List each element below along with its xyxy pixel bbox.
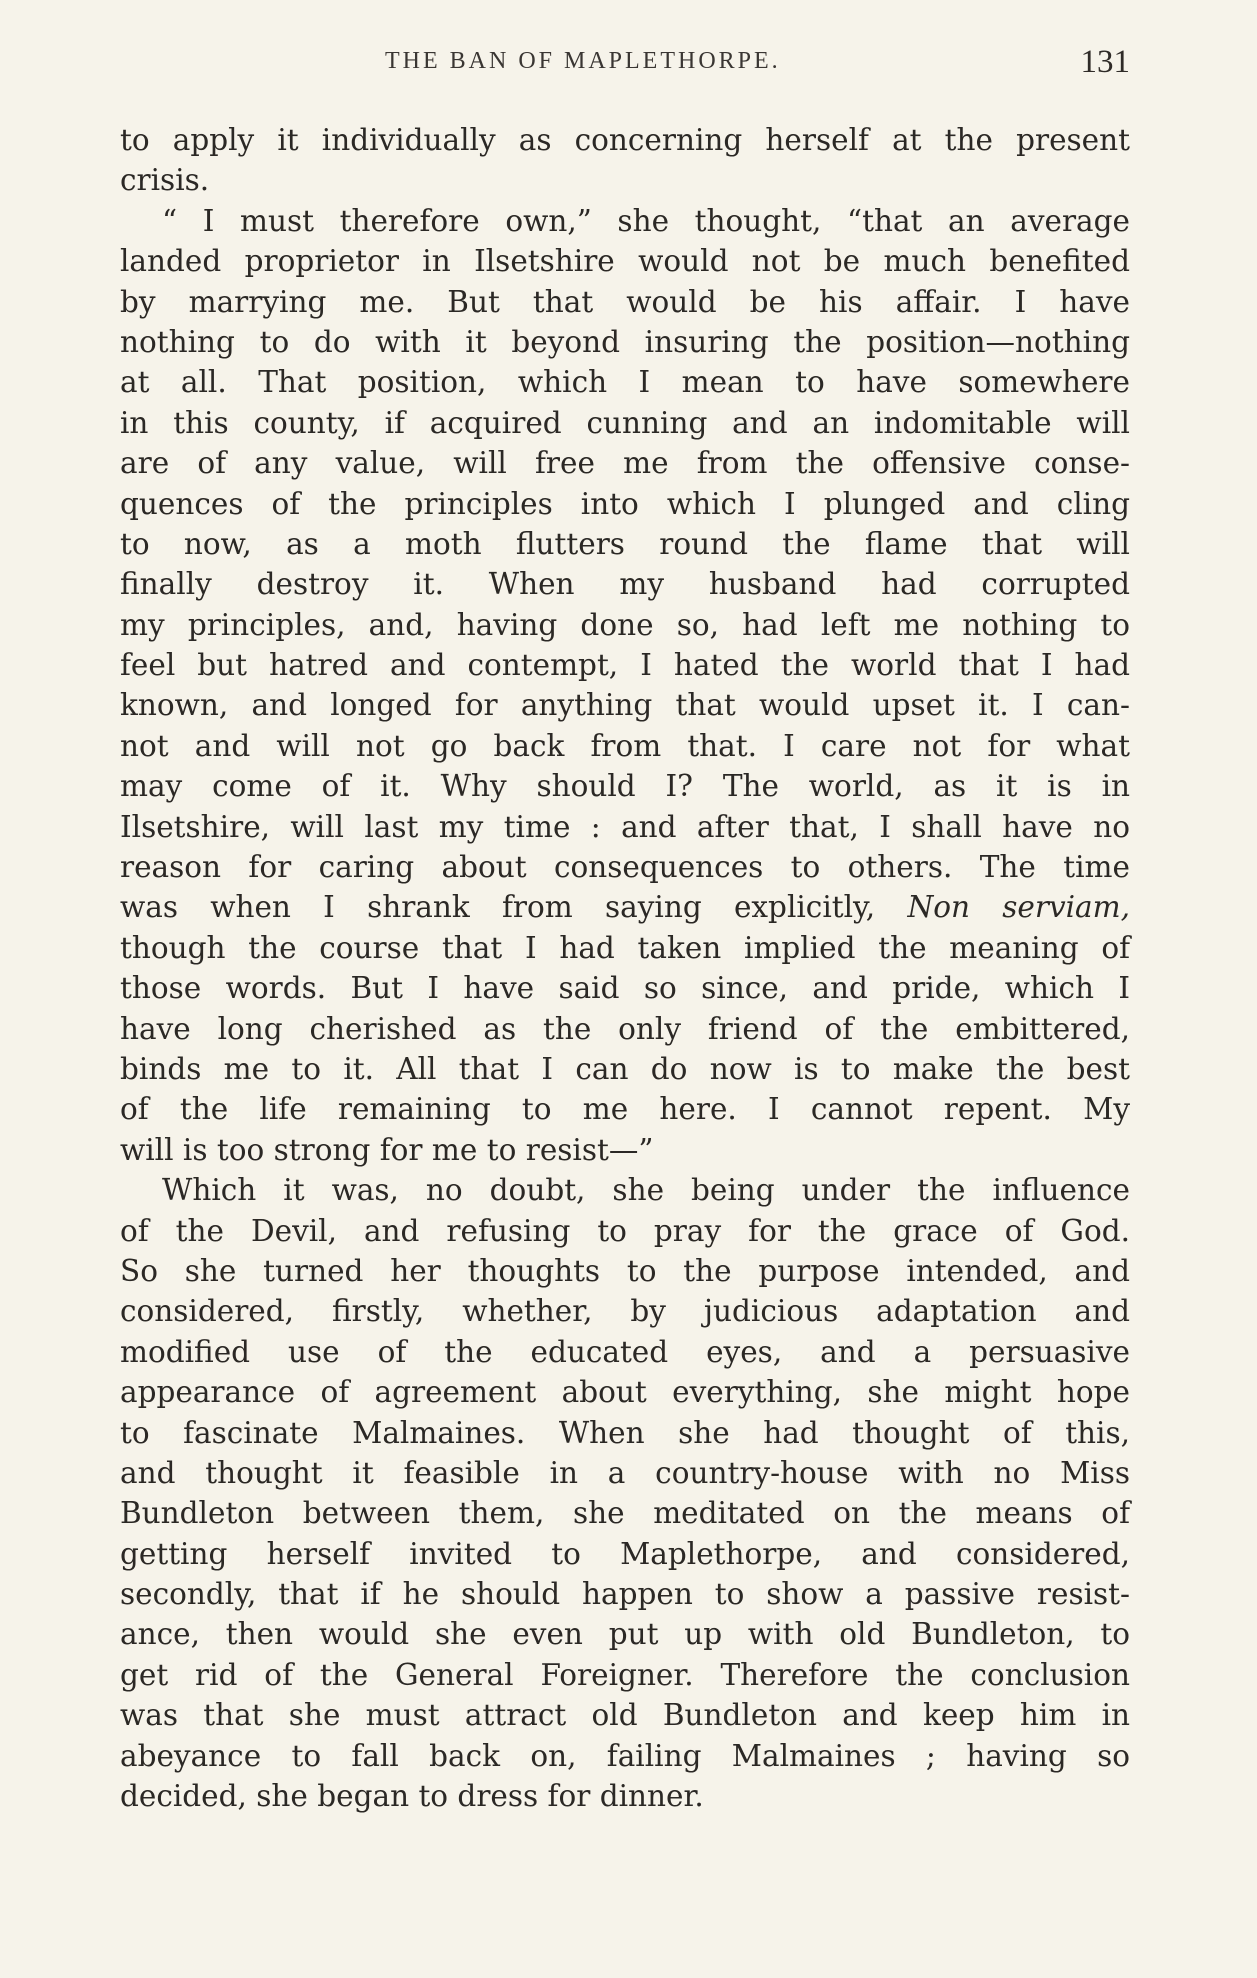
- text-line: [120, 282, 1130, 322]
- text-line-content: finally destroy it. When my husband had corrupted: [120, 567, 1130, 602]
- text-line-content: Which it was, no doubt, she being under the influence: [162, 1173, 1130, 1208]
- text-line: [120, 403, 1130, 443]
- text-line: [120, 1009, 1130, 1049]
- text-line-content: was when I shrank from saying explicitly,: [120, 890, 876, 925]
- text-line: [120, 887, 1130, 927]
- text-line-content: reason for caring about consequences to others. The time: [120, 850, 1130, 885]
- text-line: [120, 1211, 1130, 1251]
- text-line: [120, 807, 1130, 847]
- text-line-content: to fascinate Malmaines. When she had thought of this,: [120, 1415, 1130, 1450]
- text-line: [120, 1614, 1130, 1654]
- text-line: [120, 726, 1130, 766]
- text-line: [120, 1251, 1130, 1291]
- text-line: [120, 1574, 1130, 1614]
- text-line-content: to apply it individually as concerning herself at the present: [120, 123, 1130, 157]
- text-line-content: get rid of the General Foreigner. Therefore the conclusion: [120, 1657, 1130, 1692]
- text-line: [120, 1372, 1130, 1412]
- text-line-content: binds me to it. All that I can do now is to make the best: [120, 1051, 1130, 1086]
- text-line: [120, 120, 1130, 160]
- text-line-content: at all. That position, which I mean to have somewhere: [120, 365, 1130, 400]
- text-line-content: those words. But I have said so since, and pride, which I: [120, 971, 1130, 1006]
- text-line-content: of the Devil, and refusing to pray for the grace of God.: [120, 1213, 1130, 1248]
- text-line: [120, 1493, 1130, 1533]
- text-line: [120, 362, 1130, 402]
- text-line: [120, 484, 1130, 524]
- text-line: [120, 564, 1130, 604]
- page-number: 131: [1080, 44, 1130, 80]
- text-line: [120, 1049, 1130, 1089]
- text-line: [120, 201, 1130, 241]
- text-line: [120, 1655, 1130, 1695]
- text-line: [120, 160, 1130, 200]
- text-line-content: my principles, and, having done so, had left me nothing to: [120, 607, 1130, 642]
- text-line-content: So she turned her thoughts to the purpose intended, and: [120, 1253, 1130, 1288]
- text-line-content: feel but hatred and contempt, I hated the world that I had: [120, 648, 1130, 683]
- italic-phrase: Non serviam,: [907, 890, 1130, 925]
- text-line: [120, 1695, 1130, 1735]
- text-line: [120, 1413, 1130, 1453]
- text-line: [120, 1776, 1130, 1816]
- text-line-content: not and will not go back from that. I care not for what: [120, 728, 1130, 763]
- text-line: [120, 605, 1130, 645]
- text-line-content: decided, she began to dress for dinner.: [120, 1779, 704, 1814]
- text-line-content: to now, as a moth flutters round the flame that will: [120, 526, 1130, 561]
- text-line-content: quences of the principles into which I plunged and cling: [120, 486, 1130, 521]
- text-line-content: though the course that I had taken implied the meaning of: [120, 930, 1130, 965]
- text-line: [120, 685, 1130, 725]
- text-line-content: have long cherished as the only friend of the embittered,: [120, 1011, 1130, 1046]
- text-line: [120, 1736, 1130, 1776]
- text-line-content: abeyance to fall back on, failing Malmaines ; having so: [120, 1738, 1130, 1773]
- text-line-content: may come of it. Why should I? The world, as it is in: [120, 769, 1130, 804]
- text-line-content: secondly, that if he should happen to show a passive resist-: [120, 1577, 1130, 1612]
- text-line-content: by marrying me. But that would be his affair. I have: [120, 284, 1130, 319]
- text-line: [120, 1130, 1130, 1170]
- text-line-content: Ilsetshire, will last my time : and after that, I shall have no: [120, 809, 1130, 844]
- text-line: [120, 1291, 1130, 1331]
- text-line-content: Bundleton between them, she meditated on the means of: [120, 1496, 1130, 1531]
- text-line: [120, 766, 1130, 806]
- text-line: [120, 322, 1130, 362]
- text-line-content: landed proprietor in Ilsetshire would not be much benefited: [120, 244, 1130, 279]
- text-line-content: modified use of the educated eyes, and a persuasive: [120, 1334, 1130, 1369]
- text-line-content: “ I must therefore own,” she thought, “that an average: [162, 203, 1130, 238]
- text-line: [120, 1453, 1130, 1493]
- text-line-content: of the life remaining to me here. I cannot repent. My: [120, 1092, 1130, 1127]
- text-line-content: will is too strong for me to resist—”: [120, 1132, 654, 1167]
- text-line: [120, 241, 1130, 281]
- text-line-content: in this county, if acquired cunning and an indomitable will: [120, 405, 1130, 440]
- text-line: [120, 443, 1130, 483]
- text-line: [120, 1170, 1130, 1210]
- text-line-content: ance, then would she even put up with old Bundleton, to: [120, 1617, 1130, 1652]
- text-line-content: considered, firstly, whether, by judicious adaptation and: [120, 1294, 1130, 1329]
- text-line-content: getting herself invited to Maplethorpe, and considered,: [120, 1536, 1130, 1571]
- text-line-content: was that she must attract old Bundleton and keep him in: [120, 1698, 1130, 1733]
- body-text: [120, 120, 1130, 1816]
- text-line: [120, 645, 1130, 685]
- text-line: [120, 524, 1130, 564]
- text-line: [120, 1534, 1130, 1574]
- text-line-content: nothing to do with it beyond insuring the position—nothing: [120, 324, 1130, 359]
- running-head: [120, 44, 1130, 84]
- text-line: [120, 1089, 1130, 1129]
- text-line-content: crisis.: [120, 163, 210, 198]
- text-line-content: appearance of agreement about everything, she might hope: [120, 1375, 1130, 1410]
- text-line-content: and thought it feasible in a country-house with no Miss: [120, 1455, 1130, 1490]
- text-line: [120, 968, 1130, 1008]
- text-line: [120, 847, 1130, 887]
- text-line: [120, 1332, 1130, 1372]
- text-line-content: are of any value, will free me from the offensive conse-: [120, 446, 1130, 481]
- text-line-content: known, and longed for anything that would upset it. I can-: [120, 688, 1130, 723]
- running-title: THE BAN OF MAPLETHORPE.: [385, 48, 781, 74]
- text-line: [120, 928, 1130, 968]
